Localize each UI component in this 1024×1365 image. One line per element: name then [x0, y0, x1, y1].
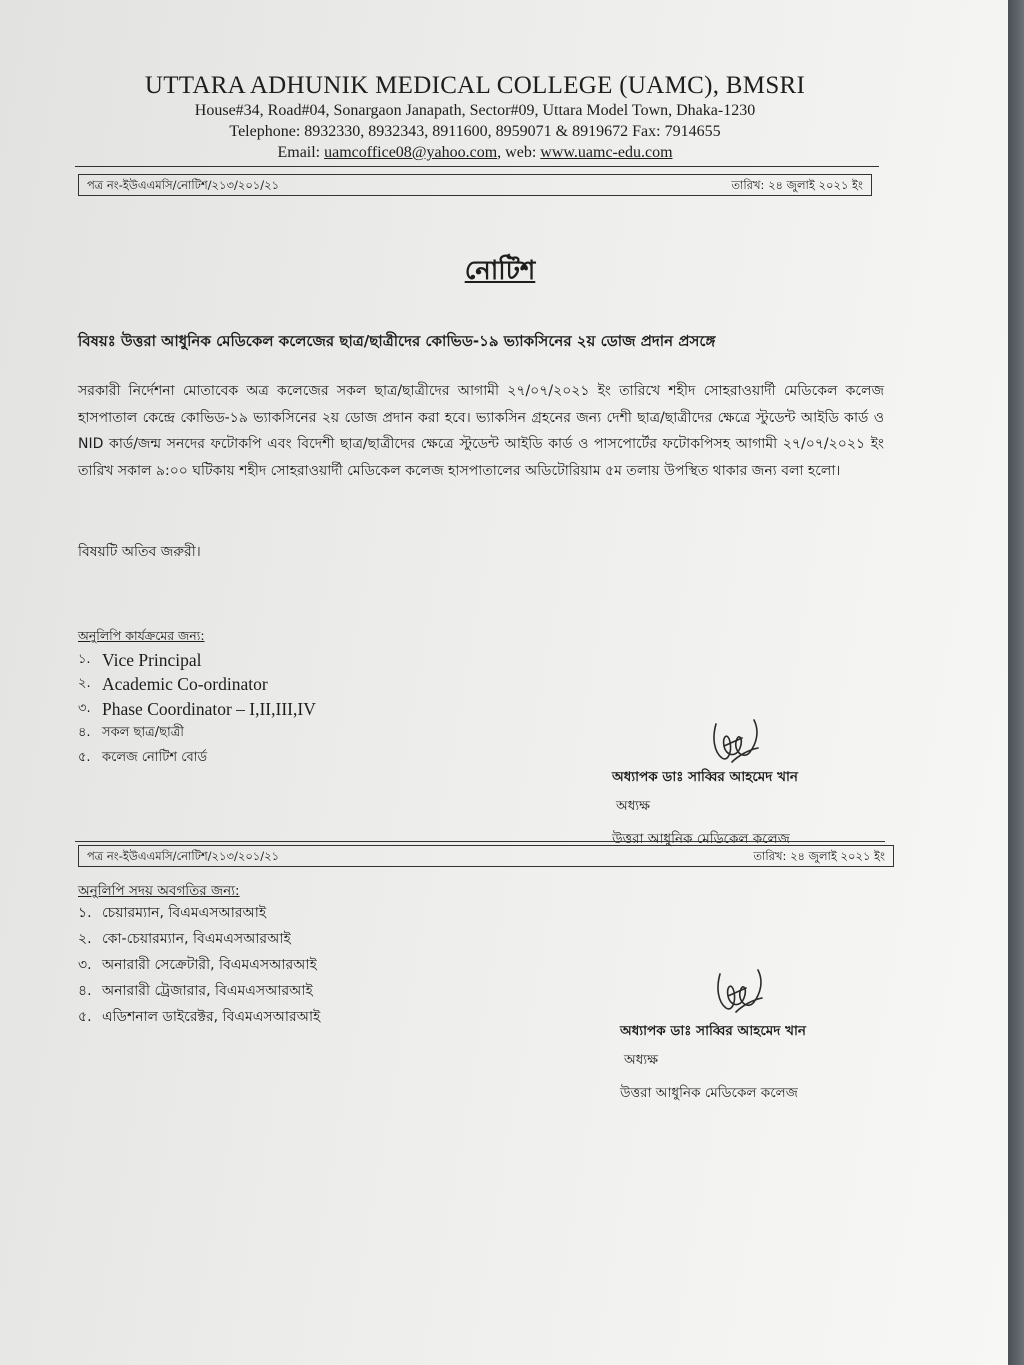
- signatory-name: অধ্যাপক ডাঃ সাব্বির আহমেদ খান: [612, 769, 798, 785]
- signature-icon: [702, 712, 764, 768]
- list-item: ৩. Phase Coordinator – I,II,III,IV: [78, 698, 316, 719]
- reference-box-2: [78, 845, 894, 867]
- signatory-block-1: [612, 766, 798, 851]
- memo-number: পত্র নং-ইউএএমসি/নোটিশ/২১৩/২০১/২১: [87, 178, 280, 192]
- email-label: Email:: [277, 144, 325, 161]
- signatory-organization: উত্তরা আধুনিক মেডিকেল কলেজ: [612, 831, 790, 847]
- college-contact: [0, 142, 950, 163]
- email-link[interactable]: uamcoffice08@yahoo.com: [324, 144, 498, 161]
- memo-date: তারিখ: ২৪ জুলাই ২০২১ ইং: [753, 849, 885, 863]
- cc-action-heading: অনুলিপি কার্যক্রমের জন্য:: [78, 628, 205, 643]
- list-item: ৪. অনারারী ট্রেজারার, বিএমএসআরআই: [78, 983, 313, 999]
- signatory-block-2: [620, 1020, 806, 1105]
- list-item: ৫. কলেজ নোটিশ বোর্ড: [78, 749, 208, 765]
- college-telephone: Telephone: 8932330, 8932343, 8911600, 8959071 & 8919672 Fax: 7914655: [229, 123, 721, 140]
- list-item: ৪. সকল ছাত্র/ছাত্রী: [78, 725, 184, 741]
- list-item: ১. চেয়ারম্যান, বিএমএসআরআই: [78, 905, 267, 921]
- web-link[interactable]: www.uamc-edu.com: [540, 144, 673, 161]
- letterhead-divider: [75, 166, 879, 167]
- list-item: ২. কো-চেয়ারম্যান, বিএমএসআরআই: [78, 931, 291, 947]
- signatory-designation: অধ্যক্ষ: [624, 1052, 659, 1068]
- list-item: ২. Academic Co-ordinator: [78, 674, 268, 695]
- notice-title: নোটিশ: [464, 256, 536, 286]
- notice-urgent: বিষয়টি অতিব জরুরী।: [78, 544, 201, 560]
- section-divider: [75, 841, 885, 842]
- notice-body: সরকারী নির্দেশনা মোতাবেক অত্র কলেজের সকল ছাত্র/ছাত্রীদের আগামী ২৭/০৭/২০২১ ইং তারিখে শহীদ সোহরাওয়ার্দী মেডিকেল কলেজ হাসপাতাল কেন্দ্রে কোভিড-১৯ ভ্যাকসিনের ২য় ডোজ প্রদান করা হবে। ভ্যাকসিন গ্রহনের জন্য দেশী ছাত্র/ছাত্রীদের ক্ষেত্রে স্টুডেন্ট আইডি কার্ড ও NID কার্ড/জন্ম সনদের ফটোকপি এবং বিদেশী ছাত্র/ছাত্রীদের ক্ষেত্রে স্টুডেন্ট আইডি কার্ড ও পাসপোর্টের ফটোকপিসহ আগামী ২৭/০৭/২০২১ ইং তারিখ সকাল ৯:০০ ঘটিকায় শহীদ সোহরাওয়ার্দী মেডিকেল কলেজ হাসপাতালের অডিটোরিয়াম ৫ম তলায় উপস্থিত থাকার জন্য বলা হলো।: [78, 383, 884, 479]
- cc-info-heading: অনুলিপি সদয় অবগতির জন্য:: [78, 883, 240, 899]
- list-item: ৩. অনারারী সেক্রেটারী, বিএমএসআরআই: [78, 957, 317, 973]
- cc-info-list: [78, 900, 320, 1030]
- cc-action-list: [78, 648, 316, 771]
- signatory-organization: উত্তরা আধুনিক মেডিকেল কলেজ: [620, 1085, 798, 1101]
- letterhead: [0, 72, 950, 163]
- list-item: ৫. এডিশনাল ডাইরেক্টর, বিএমএসআরআই: [78, 1009, 321, 1025]
- college-name: UTTARA ADHUNIK MEDICAL COLLEGE (UAMC), BMSRI: [144, 72, 806, 99]
- signatory-designation: অধ্যক্ষ: [616, 798, 651, 814]
- notice-subject: বিষয়ঃ উত্তরা আধুনিক মেডিকেল কলেজের ছাত্র/ছাত্রীদের কোভিড-১৯ ভ্যাকসিনের ২য় ডোজ প্রদান প্রসঙ্গে: [78, 332, 716, 350]
- web-label: , web:: [497, 144, 541, 161]
- list-item: ১. Vice Principal: [78, 649, 202, 670]
- signatory-name: অধ্যাপক ডাঃ সাব্বির আহমেদ খান: [620, 1023, 806, 1039]
- reference-box: [78, 174, 872, 196]
- signature-icon: [706, 962, 768, 1018]
- college-address: House#34, Road#04, Sonargaon Janapath, Sector#09, Uttara Model Town, Dhaka-1230: [194, 102, 756, 119]
- memo-number: পত্র নং-ইউএএমসি/নোটিশ/২১৩/২০১/২১: [87, 849, 280, 863]
- memo-date: তারিখ: ২৪ জুলাই ২০২১ ইং: [731, 178, 863, 192]
- background-edge: [1008, 0, 1024, 1365]
